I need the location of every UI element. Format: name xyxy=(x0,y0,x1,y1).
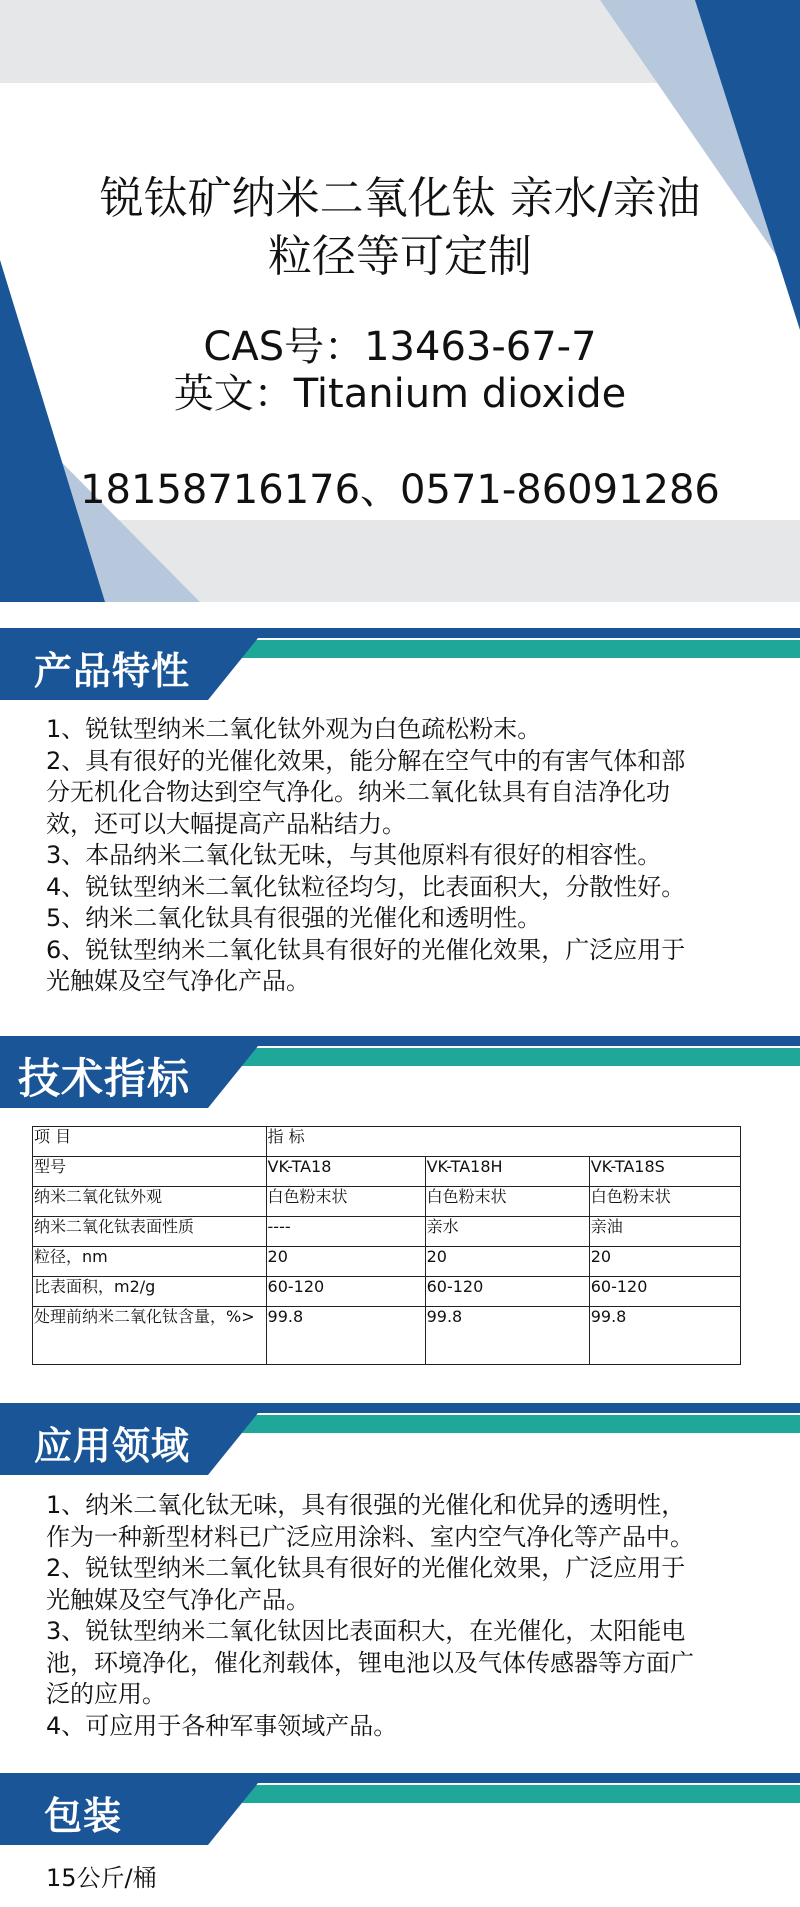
applications-text xyxy=(46,1490,766,1742)
table-row xyxy=(33,1157,741,1187)
table-cell: 白色粉末状 xyxy=(266,1187,425,1217)
table-cell: 99.8 xyxy=(425,1307,589,1365)
product-title-line2: 粒径等可定制 xyxy=(268,231,532,282)
table-row xyxy=(33,1277,741,1307)
table-cell: 白色粉末状 xyxy=(589,1187,740,1217)
packaging-heading: 包装 xyxy=(44,1794,123,1838)
features-line: 1、锐钛型纳米二氧化钛外观为白色疏松粉末。 xyxy=(46,715,542,743)
spec-table xyxy=(32,1126,741,1365)
applications-line: 3、锐钛型纳米二氧化钛因比表面积大，在光催化，太阳能电 xyxy=(46,1617,686,1645)
applications-line: 2、锐钛型纳米二氧化钛具有很好的光催化效果，广泛应用于 xyxy=(46,1554,686,1582)
table-row xyxy=(33,1247,741,1277)
features-line: 分无机化合物达到空气净化。纳米二氧化钛具有自洁净化功 xyxy=(46,778,670,806)
table-cell: 20 xyxy=(589,1247,740,1277)
table-cell: 纳米二氧化钛表面性质 xyxy=(33,1217,267,1247)
features-heading: 产品特性 xyxy=(34,649,191,693)
packaging-section-header xyxy=(0,1773,800,1845)
table-cell: 亲油 xyxy=(589,1217,740,1247)
table-cell: 项 目 xyxy=(33,1127,267,1157)
features-line: 4、锐钛型纳米二氧化钛粒径均匀，比表面积大，分散性好。 xyxy=(46,872,686,901)
applications-line: 4、可应用于各种军事领域产品。 xyxy=(46,1711,398,1740)
features-text xyxy=(46,714,766,998)
features-line: 3、本品纳米二氧化钛无味，与其他原料有很好的相容性。 xyxy=(46,841,662,869)
table-cell: 纳米二氧化钛外观 xyxy=(33,1187,267,1217)
table-cell: VK-TA18 xyxy=(266,1157,425,1187)
applications-line: 光触媒及空气净化产品。 xyxy=(46,1585,310,1614)
cas-number: CAS号：13463-67-7 xyxy=(203,324,597,370)
contact-phone: 18158716176、0571-86091286 xyxy=(80,467,720,513)
table-cell: VK-TA18S xyxy=(589,1157,740,1187)
table-cell: 20 xyxy=(425,1247,589,1277)
table-cell: 型号 xyxy=(33,1157,267,1187)
table-cell: 处理前纳米二氧化钛含量，%> xyxy=(33,1307,267,1365)
table-cell: 白色粉末状 xyxy=(425,1187,589,1217)
table-cell: 比表面积，m2/g xyxy=(33,1277,267,1307)
features-line: 光触媒及空气净化产品。 xyxy=(46,967,310,995)
packaging-text: 15公斤/桶 xyxy=(46,1864,157,1892)
table-cell: ---- xyxy=(266,1217,425,1247)
table-row xyxy=(33,1187,741,1217)
table-cell: 指 标 xyxy=(266,1127,740,1157)
table-cell: 99.8 xyxy=(589,1307,740,1365)
product-title-line1: 锐钛矿纳米二氧化钛 亲水/亲油 xyxy=(99,173,701,224)
features-line: 2、具有很好的光催化效果，能分解在空气中的有害气体和部 xyxy=(46,746,686,775)
specs-heading: 技术指标 xyxy=(18,1054,191,1103)
table-cell: 60-120 xyxy=(589,1277,740,1307)
features-section-header xyxy=(0,628,800,700)
features-line: 效，还可以大幅提高产品粘结力。 xyxy=(46,809,406,838)
table-row xyxy=(33,1307,741,1365)
table-cell: 60-120 xyxy=(425,1277,589,1307)
features-line: 5、纳米二氧化钛具有很强的光催化和透明性。 xyxy=(46,904,542,932)
hero-banner xyxy=(0,0,800,602)
applications-line: 作为一种新型材料已广泛应用涂料、室内空气净化等产品中。 xyxy=(46,1522,694,1551)
specs-section-header xyxy=(0,1036,800,1108)
applications-line: 泛的应用。 xyxy=(46,1680,166,1708)
applications-heading: 应用领域 xyxy=(34,1424,191,1468)
table-cell: 99.8 xyxy=(266,1307,425,1365)
applications-line: 池，环境净化，催化剂载体，锂电池以及气体传感器等方面广 xyxy=(46,1648,694,1677)
product-title xyxy=(0,170,800,286)
table-cell: 20 xyxy=(266,1247,425,1277)
table-cell: VK-TA18H xyxy=(425,1157,589,1187)
table-cell: 亲水 xyxy=(425,1217,589,1247)
table-cell: 60-120 xyxy=(266,1277,425,1307)
applications-line: 1、纳米二氧化钛无味，具有很强的光催化和优异的透明性， xyxy=(46,1491,686,1519)
table-cell: 粒径，nm xyxy=(33,1247,267,1277)
table-row xyxy=(33,1217,741,1247)
applications-section-header xyxy=(0,1403,800,1475)
table-header-row xyxy=(33,1127,741,1157)
features-line: 6、锐钛型纳米二氧化钛具有很好的光催化效果，广泛应用于 xyxy=(46,935,686,964)
english-name: 英文：Titanium dioxide xyxy=(173,371,627,417)
